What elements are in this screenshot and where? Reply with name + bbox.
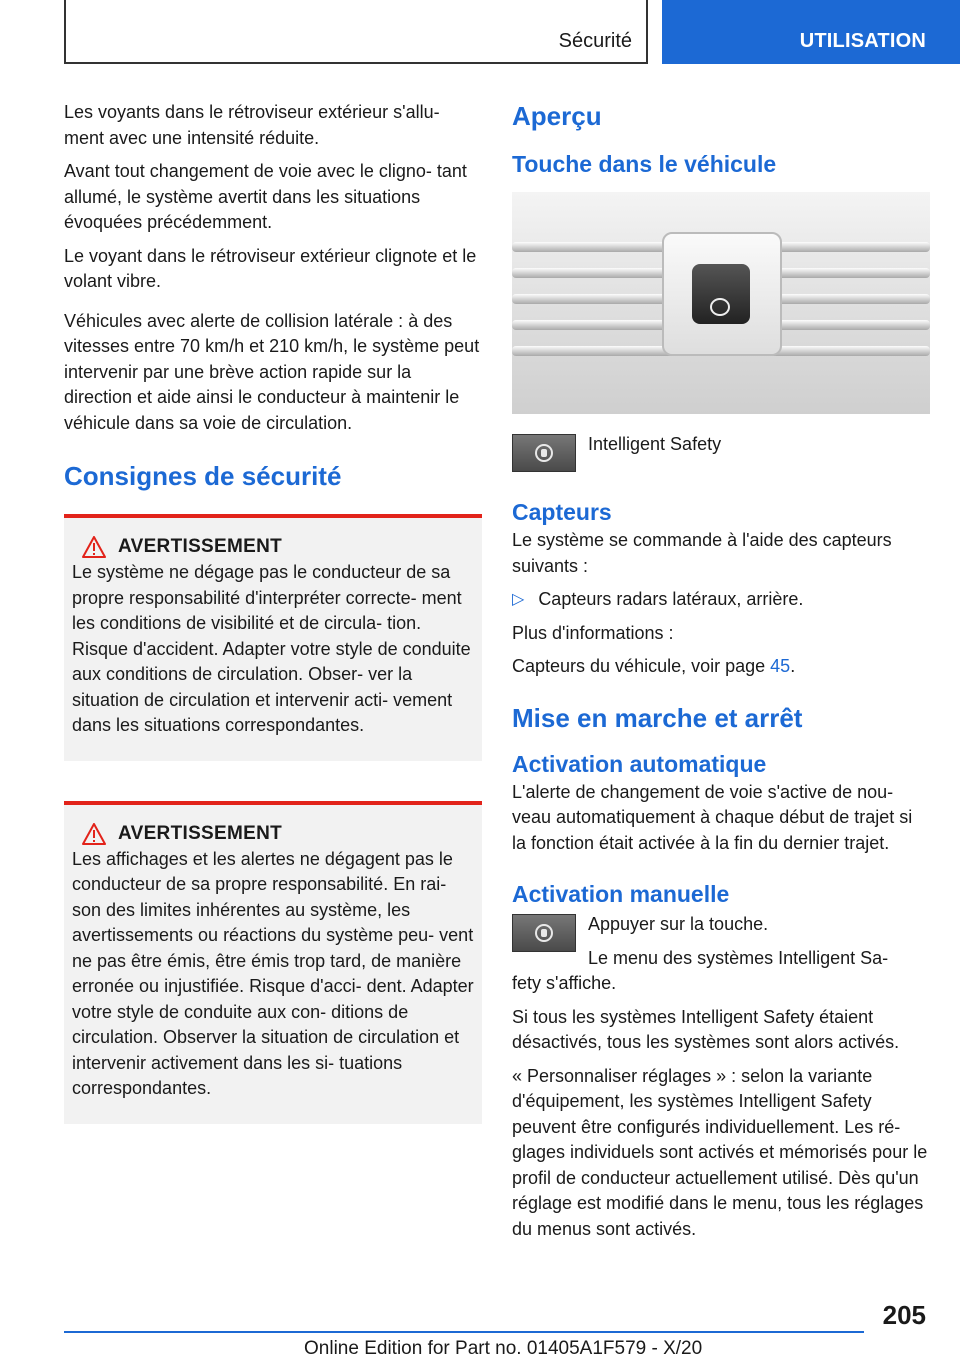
right-column	[512, 100, 930, 1250]
safety-heading: Consignes de sécurité	[64, 461, 342, 491]
overview-heading: Aperçu	[512, 101, 602, 131]
list-item-text: Capteurs radars latéraux, arrière.	[538, 589, 804, 609]
button-caption: Intelligent Safety	[588, 434, 722, 454]
footer-rule	[64, 1331, 864, 1333]
cross-reference: Capteurs du véhicule, voir page 45.	[512, 656, 796, 676]
manual-step: Le menu des systèmes Intelligent Sa-	[588, 947, 889, 968]
paragraph: Plus d'informations :	[512, 622, 674, 643]
manual-step-continued: fety s'affiche.	[512, 973, 617, 993]
onoff-heading: Mise en marche et arrêt	[512, 702, 803, 733]
warning-title-row	[82, 536, 474, 558]
intelligent-safety-icon	[512, 434, 576, 472]
bullet-triangle-icon: ▷	[512, 591, 525, 608]
sensors-heading: Capteurs	[512, 499, 612, 525]
header-section-title: Sécurité	[558, 30, 632, 52]
paragraph: Véhicules avec alerte de collision latérale : à des vitesses entre 70 km/h et 210 km/h, le système peut intervenir par une brève action rapide sur la direction et aide ainsi le conducteur à maintenir le véhicule dans sa voie de circulation.	[64, 310, 480, 433]
paragraph: Les voyants dans le rétroviseur extérieur s'allu- ment avec une intensité réduite.	[64, 102, 440, 148]
paragraph: L'alerte de changement de voie s'active de nou- veau automatiquement à chaque début de trajet si la fonction était activée à la fin du dernier trajet.	[512, 781, 913, 853]
header-chapter-tab	[662, 0, 960, 64]
intelligent-safety-button-icon	[692, 264, 750, 324]
manual-heading: Activation manuelle	[512, 881, 730, 907]
warning-text: Les affichages et les alertes ne dégagent pas le conducteur de sa propre responsabilité. En rai- son des limites inhérentes au système, les avertissements ou réactions du système peu- vent ne pas être émis, être émis trop tard, de manière erronée ou injustifiée. Risque d'acci- dent. Adapter votre style de conduite aux con- ditions de circulation. Observer la situation de circulation et intervenir activement dans les si- tuations correspondantes.	[72, 848, 474, 1098]
warning-triangle-icon	[82, 823, 106, 845]
paragraph: Le voyant dans le rétroviseur extérieur clignote et le volant vibre.	[64, 245, 477, 291]
footer-edition: Online Edition for Part no. 01405A1F579 - X/20	[304, 1338, 703, 1359]
header-chapter-title: UTILISATION	[799, 30, 926, 52]
auto-heading: Activation automatique	[512, 750, 767, 777]
warning-title: AVERTISSEMENT	[118, 822, 283, 844]
intelligent-safety-icon	[512, 914, 576, 952]
vehicle-button-photo	[512, 192, 930, 414]
manual-step: Appuyer sur la touche.	[588, 914, 769, 934]
button-caption-row	[512, 432, 930, 472]
button-heading: Touche dans le véhicule	[512, 151, 777, 177]
warning-title: AVERTISSEMENT	[118, 536, 283, 557]
paragraph: « Personnaliser réglages » : selon la variante d'équipement, les systèmes Intelligent Safety peuvent être configurés individuellement. Les ré- glages individuels sont activés et mémorisés pour le profil de conducteur actuellement utilisé. Dès qu'un réglage est modifié dans le menu, tous les réglages du menus sont activés.	[512, 1065, 928, 1239]
manual-step-row	[512, 912, 930, 971]
warning-text: Le système ne dégage pas le conducteur de sa propre responsabilité d'interpréter correcte- ment les conditions de visibilité et de circula- tion. Risque d'accident. Adapter votre style de conduite aux conditions de circulation. Obser- ver la situation de circulation et intervenir acti- vement dans les situations correspondantes.	[72, 562, 471, 735]
paragraph: Si tous les systèmes Intelligent Safety étaient désactivés, tous les systèmes sont alors activés.	[512, 1006, 900, 1052]
warning-box	[64, 514, 482, 761]
left-column	[64, 100, 482, 1164]
page-link[interactable]: 45	[770, 656, 791, 676]
list-item	[512, 587, 930, 613]
warning-title-row	[82, 823, 474, 845]
warning-box	[64, 801, 482, 1124]
paragraph: Avant tout changement de voie avec le cligno- tant allumé, le système avertit dans les situations évoquées précédemment.	[64, 161, 467, 232]
paragraph: Le système se commande à l'aide des capteurs suivants :	[512, 530, 892, 576]
header-section-box	[64, 0, 648, 64]
page-number: 205	[882, 1300, 926, 1330]
switch-plate	[662, 232, 782, 356]
warning-triangle-icon	[82, 536, 106, 558]
